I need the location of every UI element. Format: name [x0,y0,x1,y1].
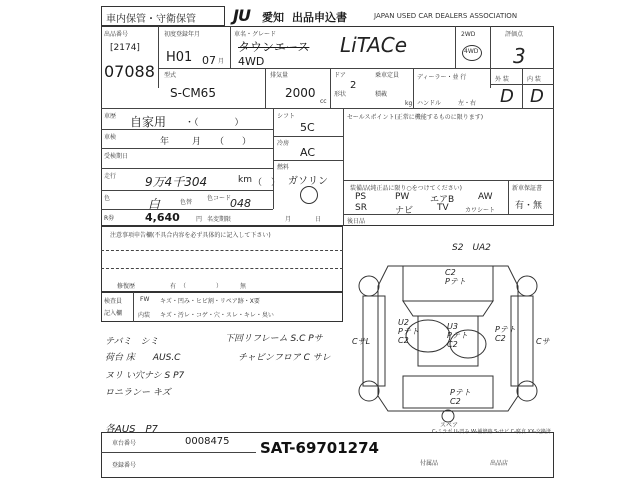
form-title: 出品申込書 [292,11,347,24]
diagram-hood-mark: C2 Pテト [445,268,466,286]
lot-label: 出品番号 [104,31,129,38]
color-code-label: 色コード [207,195,232,202]
interior-grade: D [530,86,544,107]
fw-options: キズ・凹み・ヒビ割・リペア跡・X要 [160,298,260,305]
equipment-ps: PS [355,192,367,202]
fw-label: FW [140,296,150,303]
repair-bracket: （ ） [180,283,223,290]
equipment-sr: SR [355,203,367,213]
note-line-4: ロニランー キズ [105,388,171,398]
drive-box-value: 4WD [464,48,479,55]
inspection-month: 月 [192,137,202,147]
fill-in-label: 記入欄 [104,310,123,317]
english-title: JAPAN USED CAR DEALERS ASSOCIATION [374,12,518,20]
recycle-unit: 円 [196,216,203,223]
interior-options: キズ・汚レ・コゲ・穴・スレ・キレ・臭い [160,312,274,319]
after-items-label: 後日品 [347,218,366,225]
declaration-label: 注意事項申告欄(不具合内容を必ず具体的に記入して下さい) [110,232,271,239]
equipment-leather: カワシート [465,207,496,214]
warranty-label: 新車保証書 [512,185,543,192]
model-code: S-CM65 [170,86,216,100]
displacement-unit: cc [320,98,327,105]
model-code-label: 型式 [164,72,177,79]
inspection-year: 年 [160,137,170,147]
inspection-label: 車検 [104,134,117,141]
reg-number-label: 登録番号 [112,462,137,469]
color-label: 色 [104,195,111,202]
first-reg-era: H01 [166,50,193,65]
capacity-label: 乗車定員 [375,72,400,79]
grade-value: 3 [513,44,526,68]
new-date-label: 受検期日 [104,153,129,160]
sales-points-label: セールスポイント(正常に機能するものに限ります) [347,114,484,121]
diagram-right-rail: Cサ [536,337,550,346]
dealer-label: 出品店 [490,460,509,467]
diagram-spare-label: スペア [440,422,459,429]
drive-box-label: 2WD [461,31,476,38]
usage-value: 自家用 [130,115,167,129]
diagram-left-door-mark: U2 Pテト C2 [398,318,419,345]
exterior-grade: D [500,86,514,107]
first-reg-month: 07 [202,54,216,67]
header-left-title: 車内保管・守衛保管 [106,14,196,25]
load-label: 積載 [375,91,388,98]
name-change-label: 名変期限 [207,216,232,223]
color-value: 白 [148,197,161,211]
grade-label: 評価点 [505,31,524,38]
fuel-circle [300,186,318,204]
equipment-aw: AW [478,192,493,202]
brand-logo: JU [233,6,250,25]
note-line-5: 各AUS P7 [105,424,158,435]
diagram-legend: C-ミラボ U-凹み W-補修跡 S-サビ C-腐食 XX-交換済 [432,429,551,435]
mileage-unit: km [238,175,252,185]
displacement: 2000 [285,86,316,100]
ac-label: 冷房 [277,140,290,147]
repair-none: 無 [240,283,247,290]
warranty-options: 有・無 [515,201,543,211]
car-number: 0008475 [185,436,230,447]
ac-value: AC [300,146,316,159]
usage-label: 車歴 [104,113,117,120]
shape-label: 形状 [334,91,347,98]
diagram-left-rail: CサL [352,337,371,346]
lot-bracket-number: [2174] [110,43,140,53]
first-reg-month-unit: 月 [218,58,225,65]
note-line-1: テバミ シミ [105,337,159,347]
equipment-tv: TV [437,203,449,213]
interior-notes-label: 内装 [138,312,151,319]
shift-value: 5C [300,121,315,134]
stock-id: SAT-69701274 [256,439,383,457]
doors-label: ドア [334,72,346,79]
displacement-label: 排気量 [270,72,289,79]
lot-number: 07088 [104,62,155,81]
first-reg-label: 初度登録年月 [164,31,201,38]
exterior-label: 外 装 [495,76,509,83]
diagram-center-mark: U3 Pテト C2 [447,322,468,349]
model-handwritten: LiTACe [340,33,408,57]
repair-history-label: 修復歴 [117,283,136,290]
fuel-label: 燃料 [277,164,290,171]
usage-bracket: ・（ ） [185,118,244,128]
diagram-top-marks: S2 UA2 [452,243,491,253]
note-line-2b: チャビンフロア C サレ [238,353,331,363]
mileage-label: 走行 [104,173,117,180]
name-change-day: 日 [315,216,322,223]
parts-label: 付属品 [420,460,439,467]
color-code: 048 [230,197,251,210]
doors-value: 2 [350,80,357,91]
brand-name: 愛知 [262,11,284,24]
drive-type: 4WD [238,55,265,68]
dealer-import-label: ディーラー・並 行 [417,74,467,81]
model-grade-label: 車名・グレード [234,31,277,38]
note-line-2: 荷台 床 AUS.C [105,353,181,363]
car-number-label: 車台番号 [112,440,137,447]
color-change-label: 色替 [180,199,193,206]
equipment-pw: PW [395,192,410,202]
model-printed: タウンエース [238,40,310,54]
equipment-label: 装備品(純正品に限り○をつけてください) [350,185,462,192]
recycle-amount: 4,640 [145,211,180,224]
name-change-month: 月 [285,216,292,223]
inspection-bracket: （ ） [215,137,252,147]
load-unit: kg [405,100,413,107]
handle-options: 左・右 [458,100,477,107]
recycle-label: R券 [104,215,115,222]
mileage-value: 9万4千304 [145,175,208,189]
note-line-1b: 下回リフレーム S.C Pサ [225,334,323,344]
fuel-value: ガソリン [288,176,328,187]
handle-label: ハンドル [417,100,442,107]
interior-grade-label: 内 装 [527,76,541,83]
equipment-airbag: エアB [430,195,455,205]
diagram-right-door-mark: Pテト C2 [495,325,516,343]
note-line-3: ヌリ い穴ナシ S P7 [105,371,185,381]
repair-yes: 有 [170,283,177,290]
equipment-navi: ナビ [395,206,414,216]
km-note: （ ） [253,178,281,188]
shift-label: シフト [277,113,296,120]
diagram-rear-mark: Pテト C2 [450,388,471,406]
inspector-label: 検査員 [104,298,123,305]
